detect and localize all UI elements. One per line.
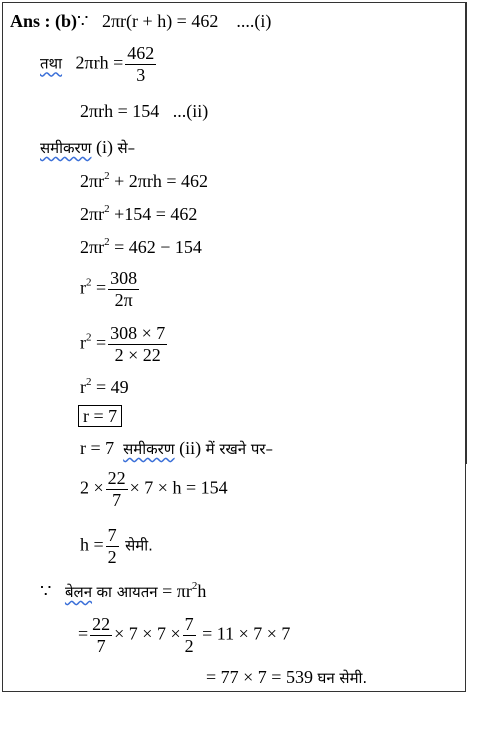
answer-label: Ans : (b) [10, 11, 78, 31]
step-6: $r^2 = 49$ [80, 376, 129, 397]
from-equation-tag: (i) [96, 137, 113, 157]
r-equals-7-box: r = 7 [78, 405, 122, 427]
step-3: $2\pi r^2 = 462 - 154$ [80, 236, 202, 257]
since-symbol: ∵ [77, 11, 89, 31]
boxed-result [78, 405, 122, 427]
volume-line: ∵ बेलन का आयतन = $\pi r^2h$ [40, 580, 207, 601]
step-4: $r^2$ = $\frac{308}{2\pi}$ [80, 268, 138, 310]
volume-calc-2: = 77 × 7 = 539 घन सेमी. [206, 667, 368, 687]
fraction-308-2pi: $\frac{308}{2\pi}$ [110, 268, 138, 310]
answer-line-3 [80, 100, 208, 122]
equation-1: 2πr(r + h) = 462 [101, 11, 219, 31]
answer-line-1 [10, 10, 271, 32]
step-5: $r^2$ = $\frac{308 \times 7}{2 \times 22}$ [80, 323, 166, 365]
fraction-22-7: $\frac{22}{7}$ [107, 468, 126, 510]
equation-1-tag: ....(i) [236, 11, 272, 31]
from-equation-suffix: से– [117, 139, 136, 157]
height-equation: 2 × $\frac{22}{7}$ × 7 × h = 154 [80, 468, 228, 510]
volume-calc-1: = $\frac{22}{7}$ × 7 × 7 × $\frac{7}{2}$ = 11 × 7 × 7 [78, 614, 291, 656]
fraction-7-2: $\frac{7}{2}$ [107, 525, 117, 567]
equation-3-tag: ...(ii) [172, 101, 209, 121]
fraction-7-2-b: $\frac{7}{2}$ [184, 614, 194, 656]
fraction-308x7-2x22: $\frac{308 \times 7}{2 \times 22}$ [110, 323, 166, 365]
answer-line-2 [40, 43, 158, 86]
equation-3: 2πrh = 154 [80, 101, 160, 121]
step-1: $2\pi r^2 + 2\pi rh = 462$ [80, 170, 208, 191]
equation-2-lhs: 2πrh = [75, 52, 124, 73]
fraction-22-7-b: $\frac{22}{7}$ [92, 614, 111, 656]
right-divider [466, 2, 467, 464]
answer-line-4 [40, 136, 135, 159]
from-equation-word: समीकरण [40, 139, 92, 157]
and-word: तथा [40, 54, 63, 73]
step-2: $2\pi r^2 +154 = 462$ [80, 203, 198, 224]
height-result: h = $\frac{7}{2}$ सेमी. [80, 525, 153, 567]
substitution-line: r = 7 समीकरण (ii) में रखने पर– [80, 438, 274, 458]
fraction-462-3: $\frac{462}{3}$ [127, 43, 155, 85]
